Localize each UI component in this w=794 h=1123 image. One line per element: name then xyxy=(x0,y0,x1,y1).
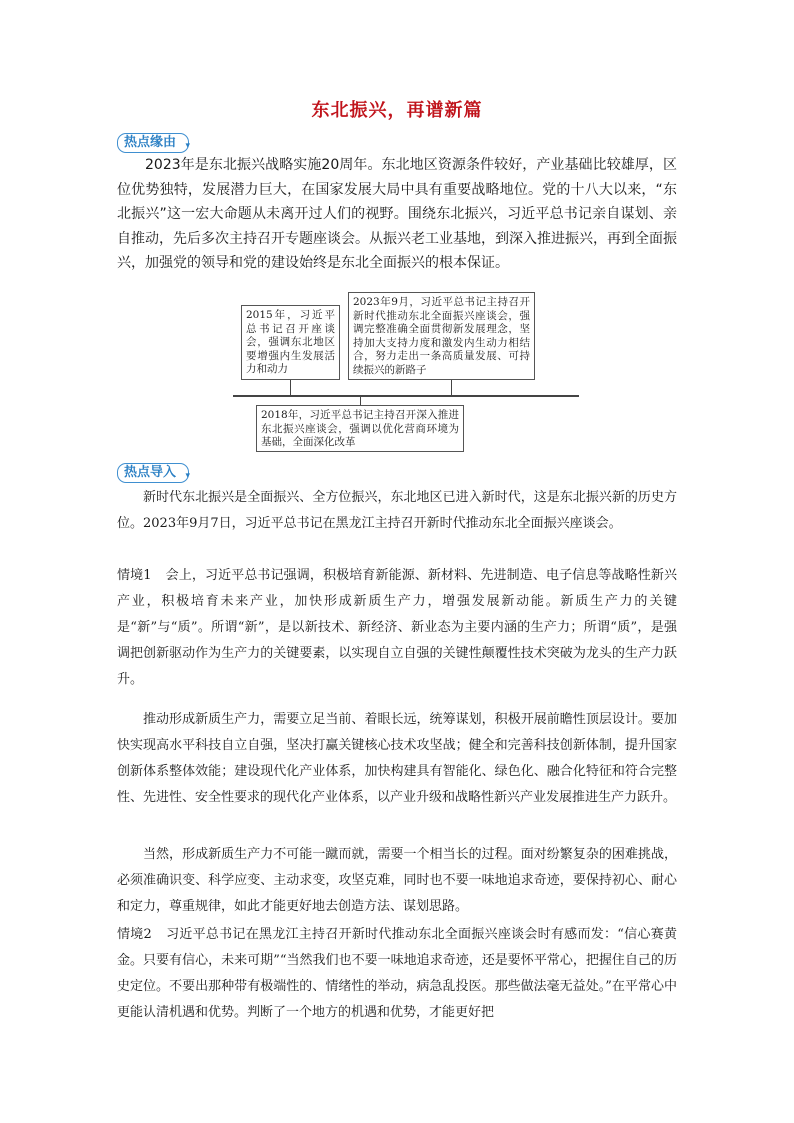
timeline-axis xyxy=(233,395,579,397)
paragraph-new-productivity: 推动形成新质生产力，需要立足当前、着眼长远，统筹谋划，积极开展前瞻性顶层设计。要加快实现高水平科技自立自强，坚决打赢关键核心技术攻坚战；健全和完善科技创新体制，提升国家创新体系整体效能；建设现代化产业体系，加快构建具有智能化、绿色化、融合化特征和符合完整性、先进性、安全性要求的现代化产业体系，以产业升级和战略性新兴产业发展推进生产力跃升。 xyxy=(117,712,677,805)
scenario-1-paragraph xyxy=(117,563,677,693)
page-title: 东北振兴，再谱新篇 xyxy=(311,100,483,121)
scenario-2-text: 习近平总书记在黑龙江主持召开新时代推动东北全面振兴座谈会时有感而发：“信心赛黄金。只要有信心，未来可期”“当然我们也不要一味地追求奇迹，还是要怀平常心，把握住自己的历史定位。不要出那种带有极端性的、情绪性的举动，病急乱投医。那些做法毫无益处。”在平常心中更能认清机遇和优势。判断了一个地方的机遇和优势，才能更好把 xyxy=(117,927,677,1020)
timeline-box-2023: 2023年9月，习近平总书记主持召开新时代推动东北全面振兴座谈会，强调完整准确全面贯彻新发展理念，坚持加大支持力度和激发内生动力相结合，努力走出一条高质量发展、可持续振兴的新路子 xyxy=(348,292,535,380)
intro-paragraph: 2023年是东北振兴战略实施20周年。东北地区资源条件较好，产业基础比较雄厚，区位优势独特，发展潜力巨大，在国家发展大局中具有重要战略地位。党的十八大以来，“东北振兴”这一宏大命题从未离开过人们的视野。围绕东北振兴，习近平总书记亲自谋划、亲自推动，先后多次主持召开专题座谈会。从振兴老工业基地，到深入推进振兴，再到全面振兴，加强党的领导和党的建设始终是东北全面振兴的根本保证。 xyxy=(117,157,677,271)
scenario-2-paragraph xyxy=(117,922,677,1026)
scenario-1-text: 会上，习近平总书记强调，积极培育新能源、新材料、先进制造、电子信息等战略性新兴产业，积极培育未来产业，加快形成新质生产力，增强发展新动能。新质生产力的关键是“新”与“质”。所谓“新”，是以新技术、新经济、新业态为主要内涵的生产力；所谓“质”，是强调把创新驱动作为生产力的关键要素，以实现自立自强的关键性颠覆性技术突破为龙头的生产力跃升。 xyxy=(117,568,677,687)
scenario-2-label: 情境2 xyxy=(117,927,152,942)
section-tag-hot-intro xyxy=(117,463,189,483)
scenario-1-label: 情境1 xyxy=(117,568,152,583)
section-tag-label: 热点缘由 xyxy=(124,135,177,150)
connector-2018 xyxy=(360,396,361,405)
connector-2015 xyxy=(290,380,291,395)
paragraph-patience: 当然，形成新质生产力不可能一蹴而就，需要一个相当长的过程。面对纷繁复杂的困难挑战，必须准确识变、科学应变、主动求变，攻坚克难，同时也不要一味地追求奇迹，要保持初心、耐心和定力，尊重规律，如此才能更好地去创造方法、谋划思路。 xyxy=(117,847,677,914)
section-tag-hot-reason xyxy=(117,133,189,153)
intro2-paragraph: 新时代东北振兴是全面振兴、全方位振兴，东北地区已进入新时代，这是东北振兴新的历史方位。2023年9月7日，习近平总书记在黑龙江主持召开新时代推动东北全面振兴座谈会。 xyxy=(117,490,677,531)
chevron-down-icon: ▾ xyxy=(185,471,191,481)
timeline-box-2018: 2018年，习近平总书记主持召开深入推进东北振兴座谈会，强调以优化营商环境为基础，全面深化改革 xyxy=(256,405,464,452)
connector-2023 xyxy=(451,380,452,395)
timeline-box-2015: 2015年，习近平总书记召开座谈会，强调东北地区要增强内生发展活力和动力 xyxy=(241,305,340,380)
section-tag-label: 热点导入 xyxy=(124,465,177,480)
chevron-down-icon: ▾ xyxy=(185,141,191,151)
